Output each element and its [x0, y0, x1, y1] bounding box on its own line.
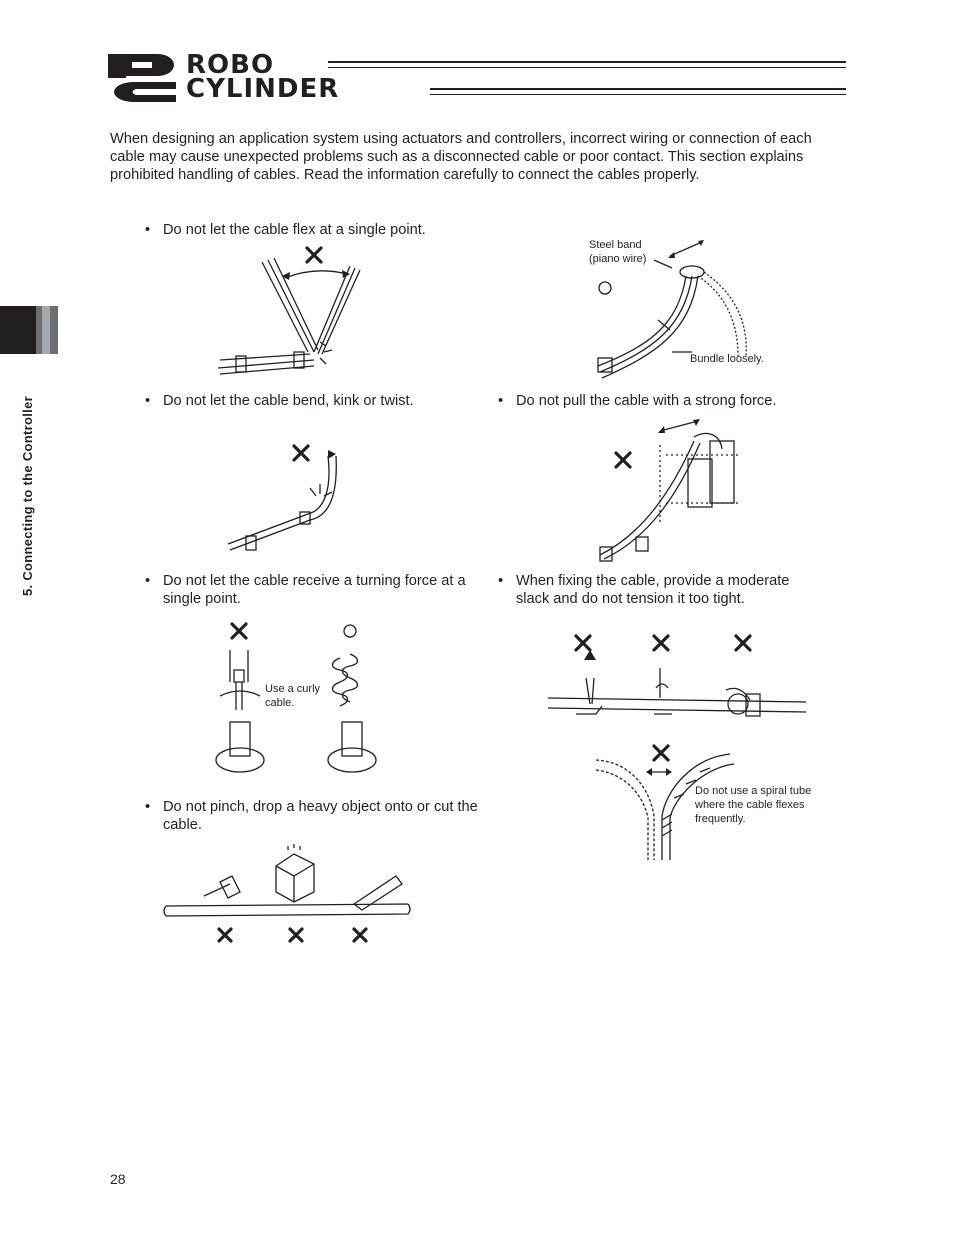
intro-paragraph: When designing an application system using actuators and controllers, incorrect wiring or connection of each cable may cause unexpected problems such as a disconnected cable or poor contact. This section explains prohibited handling of cables. Read the information carefully to connect the cables properly.: [110, 131, 812, 183]
allowed-o-mark: [344, 625, 356, 637]
rc-logo: [106, 52, 180, 104]
bullet-fixing: [498, 572, 822, 608]
prohibited-x-mark: [354, 929, 366, 941]
logo-robo-text: ROBO: [186, 50, 275, 80]
prohibited-x-mark: [307, 248, 321, 262]
bundle-loosely-label: Bundle loosely.: [690, 353, 764, 365]
header-rule-top: [328, 61, 846, 63]
spiral-tube-label: Do not use a spiral tube where the cable flexes frequently.: [695, 785, 812, 825]
section-tab-marker: [0, 306, 58, 354]
prohibited-x-mark: [219, 929, 231, 941]
bullet-turning: [145, 572, 481, 608]
prohibited-x-mark: [294, 446, 308, 460]
allowed-o-mark: [599, 282, 611, 294]
section-side-label: 5. Connecting to the Controller: [20, 396, 35, 596]
bullet-dot: •: [145, 393, 151, 409]
bullet-pinch: [145, 798, 483, 834]
bullet-dot: •: [145, 799, 151, 815]
page-number: 28: [110, 1171, 126, 1187]
bend-kink-figure: [224, 440, 364, 552]
prohibited-x-mark: [736, 636, 750, 650]
bullet-turning-text: Do not let the cable receive a turning force at a single point.: [163, 573, 466, 607]
header-rule-bottom-2: [430, 94, 846, 95]
bullet-bend-text: Do not let the cable bend, kink or twist.: [163, 393, 414, 409]
header-rule-top-2: [328, 67, 846, 68]
bullet-flex: [145, 221, 483, 239]
logo-cylinder-text: CYLINDER: [186, 74, 340, 104]
steel-band-label: Steel band (piano wire): [589, 239, 647, 265]
bullet-pinch-text: Do not pinch, drop a heavy object onto or cut the cable.: [163, 799, 478, 833]
prohibited-x-mark: [616, 453, 630, 467]
bullet-dot: •: [145, 222, 151, 238]
bullet-bend: [145, 392, 483, 410]
bullet-dot: •: [498, 573, 504, 589]
flex-single-point-figure: [210, 242, 370, 382]
bullet-fixing-text: When fixing the cable, provide a moderate slack and do not tension it too tight.: [516, 573, 790, 607]
prohibited-x-mark: [654, 746, 668, 760]
bullet-dot: •: [145, 573, 151, 589]
prohibited-x-mark: [654, 636, 668, 650]
pinch-drop-cut-figure: [164, 846, 412, 946]
prohibited-x-mark: [290, 929, 302, 941]
bullet-pull: [498, 392, 836, 410]
header-rule-bottom: [430, 88, 846, 90]
fixing-tension-figure: [546, 628, 810, 724]
prohibited-x-mark: [576, 636, 590, 650]
bullet-flex-text: Do not let the cable flex at a single point.: [163, 222, 426, 238]
strong-pull-figure: [590, 415, 760, 567]
curly-cable-label: Use a curly cable.: [265, 683, 321, 709]
prohibited-x-mark: [232, 624, 246, 638]
bullet-dot: •: [498, 393, 504, 409]
bullet-pull-text: Do not pull the cable with a strong force.: [516, 393, 777, 409]
